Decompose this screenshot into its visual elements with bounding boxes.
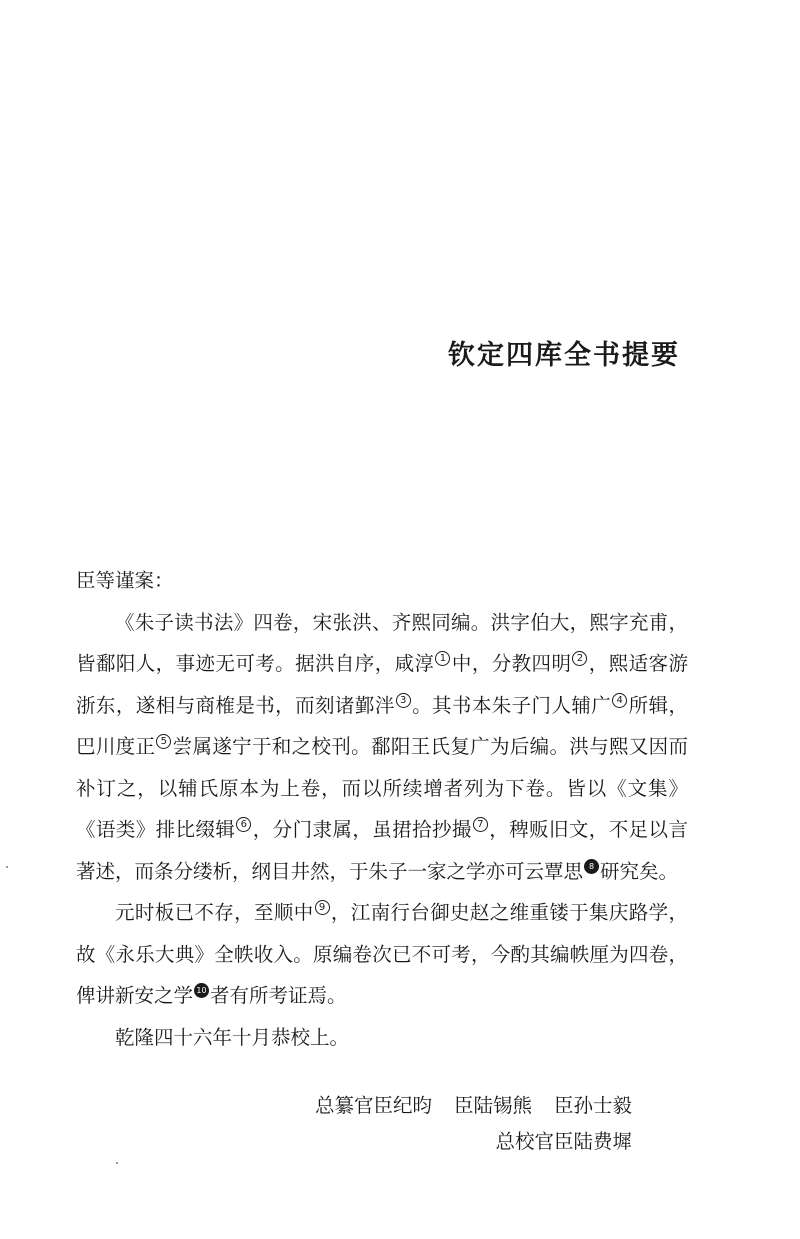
paragraphs (76, 602, 688, 1059)
footnote-marker: 2 (572, 651, 587, 666)
page-title: 钦定四库全书提要 (448, 340, 680, 371)
footnote-marker: 1 (435, 651, 450, 666)
signature-line-compilers (315, 1091, 632, 1121)
text-run: 。其书本朱子门人辅广 (411, 693, 612, 717)
signature-compiler-sun: 臣孙士毅 (553, 1094, 632, 1117)
footnote-marker: 4 (612, 693, 627, 708)
text-run: 乾隆四十六年十月恭校上。 (115, 1025, 350, 1049)
text-run: ，熙适客游浙东，遂相与商榷是书，而刻诸鄞泮 (76, 652, 688, 717)
scan-speck (116, 1162, 118, 1164)
signature-compiler-lu: 臣陆锡熊 (453, 1094, 532, 1117)
footnote-marker: 7 (473, 817, 488, 832)
text-run: 所辑，巴川度正 (76, 693, 688, 758)
text-run: 者有所考证焉。 (210, 984, 347, 1007)
body-paragraph (76, 602, 688, 893)
signature-chief-proofreader: 总校官臣陆费墀 (495, 1130, 632, 1153)
footnote-marker: 6 (236, 817, 251, 832)
text-run: ，稗贩旧文，不足以言著述，而条分缕析，纲目井然，于朱子一家之学亦可云覃思 (76, 818, 688, 883)
text-run: 《朱子读书法》四卷，宋张洪、齐熙同编。洪字伯大，熙字充甫，皆鄱阳人，事迹无可考。据洪自序，咸淳 (76, 610, 688, 675)
opening-line: 臣等谨案： (76, 569, 174, 592)
signature-line-proofreader (495, 1127, 632, 1157)
text-run: 元时板已不存，至顺中 (115, 901, 314, 924)
footnote-marker: 8 (584, 859, 599, 874)
footnote-marker: 9 (315, 900, 330, 915)
footnote-marker: 3 (396, 693, 411, 708)
memorial-text (76, 560, 688, 1058)
text-run: 研究矣。 (600, 859, 679, 883)
body-paragraph (76, 1017, 688, 1059)
text-run: ，分门隶属，虽捃拾抄撮 (252, 818, 472, 841)
footnote-marker: 5 (156, 734, 171, 749)
signature-chief-compiler: 总纂官臣纪昀 (314, 1094, 432, 1117)
text-run: 中，分教四明 (451, 652, 572, 675)
body-paragraph (76, 892, 688, 1017)
text-run: 尝属遂宁于和之校刊。鄱阳王氏复广为后编。洪与熙又因而补订之，以辅氏原本为上卷，而以所续增者列为下卷。皆以《文集》《语类》排比缀辑 (76, 735, 688, 841)
text-run: ，江南行台御史赵之维重镂于集庆路学，故《永乐大典》全帙收入。原编卷次已不可考，今酌其编帙厘为四卷，俾讲新安之学 (76, 901, 688, 1007)
scan-speck (6, 866, 8, 868)
footnote-marker: 10 (194, 983, 209, 998)
